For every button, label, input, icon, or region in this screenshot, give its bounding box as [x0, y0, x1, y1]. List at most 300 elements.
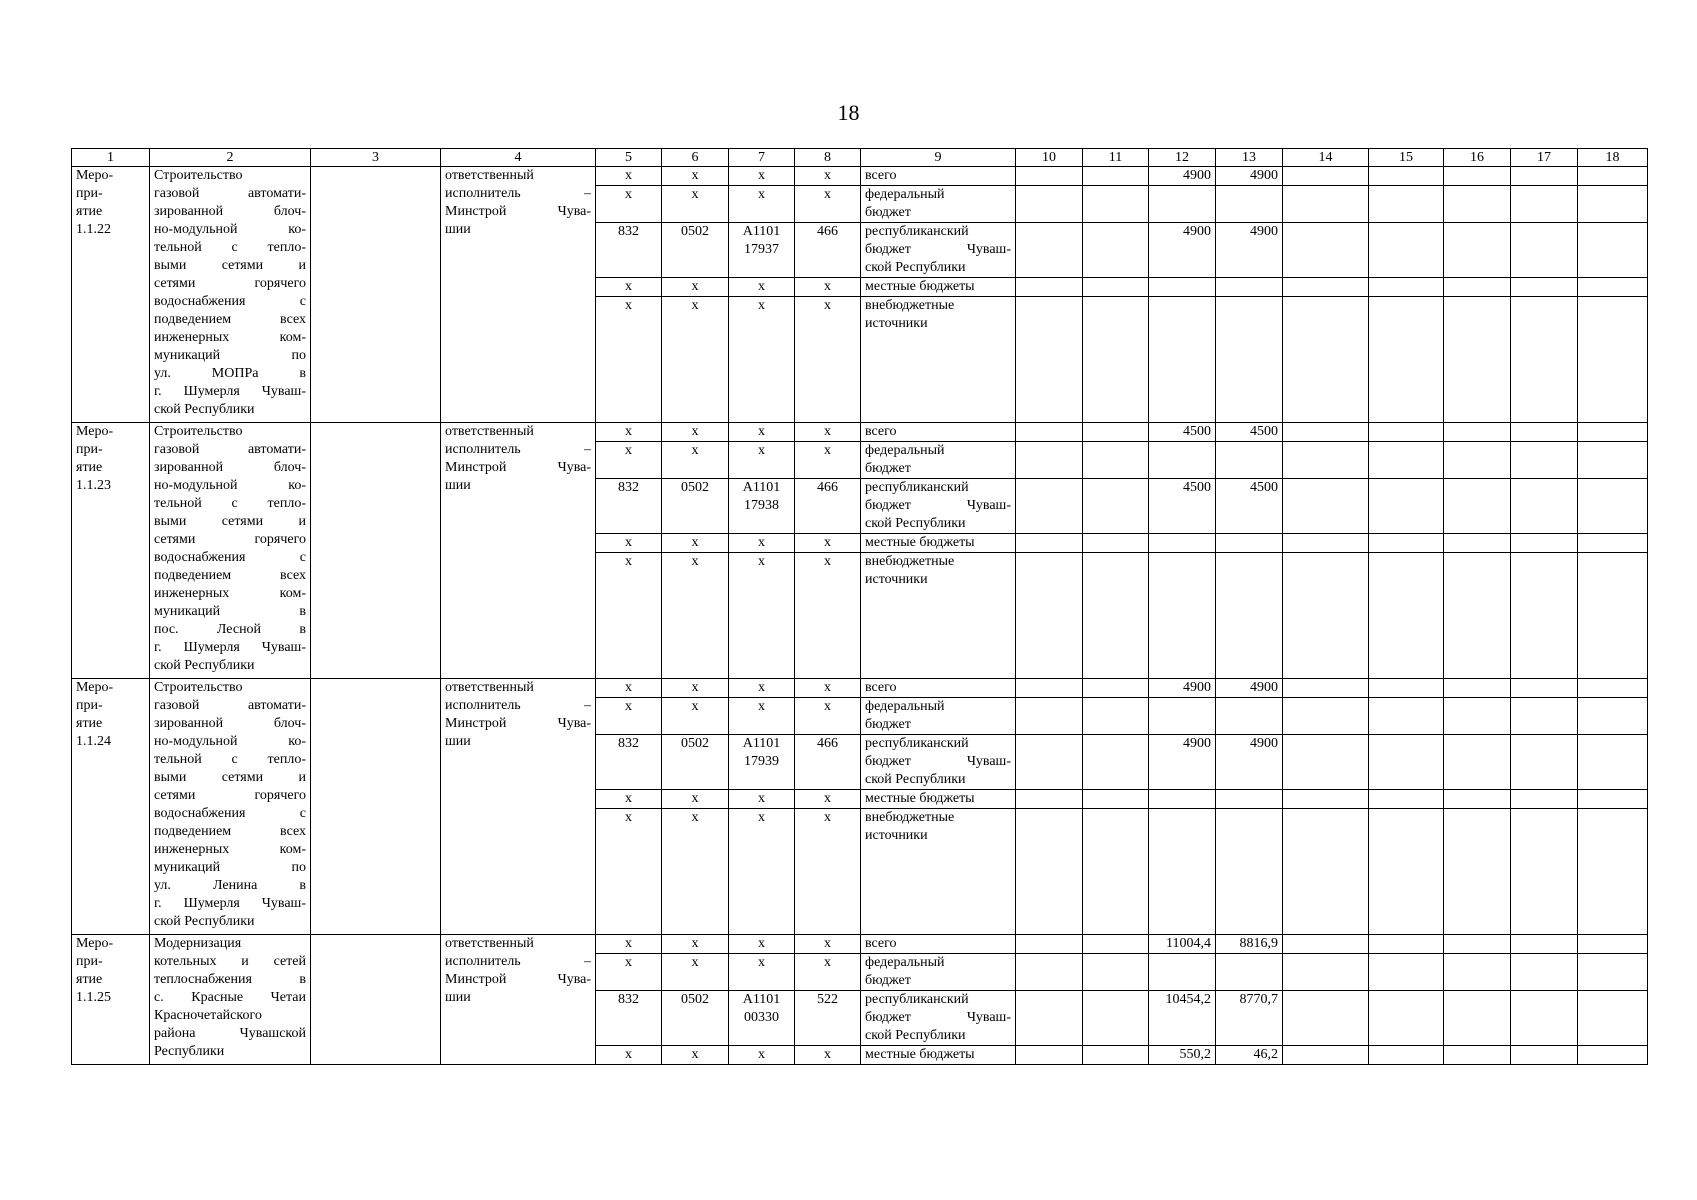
code-target-article-line: 00330	[744, 1010, 779, 1025]
year-cell-10	[1016, 534, 1083, 553]
year-cell-15	[1369, 479, 1444, 534]
funding-source-line: бюджет Чуваш-	[865, 498, 1011, 513]
year-cell-10	[1016, 297, 1083, 423]
year-cell-13	[1216, 698, 1283, 735]
year-cell-16	[1444, 790, 1511, 809]
year-cell-16	[1444, 735, 1511, 790]
activity-id-line: Меро-	[76, 680, 114, 695]
code-expense-type: x	[795, 423, 861, 442]
funding-source-line: всего	[865, 680, 897, 695]
code-section: x	[662, 809, 729, 935]
code-section: x	[662, 534, 729, 553]
code-grbs: x	[596, 809, 662, 935]
column-header-7: 7	[729, 149, 795, 167]
year-cell-16	[1444, 534, 1511, 553]
year-cell-15	[1369, 223, 1444, 278]
code-section: x	[662, 698, 729, 735]
code-section: x	[662, 423, 729, 442]
year-cell-14	[1283, 991, 1369, 1046]
year-cell-16	[1444, 297, 1511, 423]
year-cell-14	[1283, 423, 1369, 442]
code-section: x	[662, 679, 729, 698]
year-cell-12	[1149, 442, 1216, 479]
year-cell-12: 4900	[1149, 679, 1216, 698]
year-cell-13	[1216, 954, 1283, 991]
year-cell-10	[1016, 991, 1083, 1046]
code-expense-type: x	[795, 954, 861, 991]
funding-source-line: ской Республики	[865, 1028, 966, 1043]
activity-name-line: тельной с тепло-	[154, 752, 306, 767]
year-cell-16	[1444, 479, 1511, 534]
year-cell-18	[1578, 297, 1648, 423]
code-target-article	[729, 790, 795, 809]
year-cell-15	[1369, 423, 1444, 442]
year-cell-14	[1283, 278, 1369, 297]
activity-name-line: муникаций по	[154, 860, 306, 875]
activity-name-line: Модернизация	[154, 936, 242, 951]
year-cell-15	[1369, 698, 1444, 735]
year-cell-10	[1016, 479, 1083, 534]
year-cell-11	[1083, 679, 1149, 698]
code-section: x	[662, 167, 729, 186]
year-cell-16	[1444, 278, 1511, 297]
funding-source-line: источники	[865, 572, 928, 587]
year-cell-16	[1444, 1046, 1511, 1065]
funding-source	[861, 223, 1016, 278]
code-target-article	[729, 167, 795, 186]
funding-source-line: местные бюджеты	[865, 279, 975, 294]
code-target-article-line: x	[758, 443, 765, 458]
code-section: x	[662, 954, 729, 991]
code-target-article-line: x	[758, 791, 765, 806]
year-cell-15	[1369, 790, 1444, 809]
code-target-article	[729, 679, 795, 698]
year-cell-12	[1149, 186, 1216, 223]
code-target-article	[729, 809, 795, 935]
activity-name-line: инженерных ком-	[154, 586, 306, 601]
year-cell-10	[1016, 167, 1083, 186]
funding-source	[861, 679, 1016, 698]
responsible-executor	[441, 423, 596, 679]
code-expense-type: 466	[795, 479, 861, 534]
year-cell-14	[1283, 698, 1369, 735]
code-expense-type: x	[795, 167, 861, 186]
code-grbs: x	[596, 297, 662, 423]
activity-id	[72, 935, 150, 1065]
activity-id-line: Меро-	[76, 424, 114, 439]
year-cell-17	[1511, 1046, 1578, 1065]
year-cell-14	[1283, 534, 1369, 553]
year-cell-12: 550,2	[1149, 1046, 1216, 1065]
year-cell-11	[1083, 297, 1149, 423]
funding-source-line: источники	[865, 316, 928, 331]
year-cell-10	[1016, 954, 1083, 991]
activity-id	[72, 679, 150, 935]
responsible-executor-line: исполнитель –	[445, 442, 591, 457]
activity-name-line: сетями горячего	[154, 788, 306, 803]
year-cell-14	[1283, 479, 1369, 534]
year-cell-14	[1283, 1046, 1369, 1065]
funding-source-line: внебюджетные	[865, 554, 955, 569]
responsible-executor	[441, 679, 596, 935]
code-target-article-line: x	[758, 680, 765, 695]
year-cell-18	[1578, 223, 1648, 278]
year-cell-13	[1216, 534, 1283, 553]
year-cell-16	[1444, 935, 1511, 954]
code-target-article-line: x	[758, 279, 765, 294]
year-cell-12: 4500	[1149, 479, 1216, 534]
code-section: x	[662, 297, 729, 423]
activity-id-line: Меро-	[76, 168, 114, 183]
year-cell-14	[1283, 167, 1369, 186]
funding-source-line: республиканский	[865, 992, 969, 1007]
activity-name	[150, 167, 311, 423]
activity-name-line: но-модульной ко-	[154, 734, 306, 749]
year-cell-15	[1369, 186, 1444, 223]
column-3-cell	[311, 935, 441, 1065]
activity-id-line: при-	[76, 442, 103, 457]
year-cell-15	[1369, 534, 1444, 553]
code-grbs: x	[596, 954, 662, 991]
year-cell-15	[1369, 442, 1444, 479]
year-cell-11	[1083, 442, 1149, 479]
year-cell-13	[1216, 186, 1283, 223]
year-cell-18	[1578, 553, 1648, 679]
code-target-article-line: A1101	[742, 480, 781, 495]
activity-id-line: при-	[76, 698, 103, 713]
code-target-article	[729, 278, 795, 297]
year-cell-10	[1016, 186, 1083, 223]
activity-id-line: при-	[76, 186, 103, 201]
activity-name-line: ул. Ленина в	[154, 878, 306, 893]
column-header-15: 15	[1369, 149, 1444, 167]
activity-name-line: ул. МОПРа в	[154, 366, 306, 381]
year-cell-10	[1016, 735, 1083, 790]
activity-name-line: газовой автомати-	[154, 186, 306, 201]
activity-name-line: Строительство	[154, 424, 243, 439]
year-cell-18	[1578, 442, 1648, 479]
year-cell-18	[1578, 167, 1648, 186]
funding-source-line: местные бюджеты	[865, 535, 975, 550]
code-grbs: x	[596, 278, 662, 297]
activity-name-line: но-модульной ко-	[154, 222, 306, 237]
year-cell-13: 4900	[1216, 223, 1283, 278]
code-target-article-line: x	[758, 298, 765, 313]
year-cell-11	[1083, 935, 1149, 954]
code-section: x	[662, 553, 729, 679]
activity-name-line: теплоснабжения в	[154, 972, 306, 987]
funding-source	[861, 735, 1016, 790]
column-header-1: 1	[72, 149, 150, 167]
column-header-4: 4	[441, 149, 596, 167]
column-header-11: 11	[1083, 149, 1149, 167]
year-cell-18	[1578, 809, 1648, 935]
year-cell-10	[1016, 223, 1083, 278]
year-cell-14	[1283, 954, 1369, 991]
code-target-article	[729, 1046, 795, 1065]
code-grbs: x	[596, 553, 662, 679]
code-section: x	[662, 790, 729, 809]
activity-name-line: зированной блоч-	[154, 460, 306, 475]
year-cell-10	[1016, 698, 1083, 735]
code-grbs: x	[596, 423, 662, 442]
activity-name	[150, 423, 311, 679]
activity-name-line: подведением всех	[154, 824, 306, 839]
year-cell-12	[1149, 698, 1216, 735]
code-target-article	[729, 479, 795, 534]
activity-name-line: ской Республики	[154, 658, 255, 673]
funding-source	[861, 1046, 1016, 1065]
funding-source	[861, 954, 1016, 991]
code-target-article-line: x	[758, 936, 765, 951]
code-section: 0502	[662, 479, 729, 534]
year-cell-13	[1216, 553, 1283, 679]
year-cell-13	[1216, 442, 1283, 479]
year-cell-11	[1083, 991, 1149, 1046]
year-cell-18	[1578, 790, 1648, 809]
activity-name-line: с. Красные Четаи	[154, 990, 306, 1005]
code-grbs: 832	[596, 735, 662, 790]
activity-id-line: ятие	[76, 716, 103, 731]
code-target-article-line: x	[758, 168, 765, 183]
year-cell-16	[1444, 167, 1511, 186]
year-cell-10	[1016, 1046, 1083, 1065]
table-row	[72, 167, 1648, 186]
code-grbs: 832	[596, 991, 662, 1046]
activity-name-line: г. Шумерля Чуваш-	[154, 384, 306, 399]
year-cell-17	[1511, 223, 1578, 278]
year-cell-14	[1283, 553, 1369, 679]
year-cell-18	[1578, 423, 1648, 442]
year-cell-15	[1369, 935, 1444, 954]
activity-name-line: водоснабжения с	[154, 294, 306, 309]
funding-source	[861, 186, 1016, 223]
year-cell-17	[1511, 954, 1578, 991]
activity-id-line: Меро-	[76, 936, 114, 951]
column-header-2: 2	[150, 149, 311, 167]
code-target-article	[729, 534, 795, 553]
funding-source-line: ской Республики	[865, 772, 966, 787]
activity-name-line: водоснабжения с	[154, 806, 306, 821]
year-cell-10	[1016, 935, 1083, 954]
code-target-article-line: x	[758, 810, 765, 825]
year-cell-12: 10454,2	[1149, 991, 1216, 1046]
responsible-executor-line: ответственный	[445, 680, 534, 695]
code-target-article-line: x	[758, 955, 765, 970]
responsible-executor-line: шии	[445, 734, 471, 749]
year-cell-17	[1511, 698, 1578, 735]
code-target-article-line: x	[758, 554, 765, 569]
funding-source	[861, 991, 1016, 1046]
funding-source-line: источники	[865, 828, 928, 843]
code-target-article	[729, 991, 795, 1046]
code-section: x	[662, 442, 729, 479]
code-expense-type: x	[795, 1046, 861, 1065]
code-target-article	[729, 698, 795, 735]
activity-name-line: котельных и сетей	[154, 954, 306, 969]
page-number: 18	[837, 100, 860, 125]
year-cell-17	[1511, 167, 1578, 186]
code-grbs: 832	[596, 223, 662, 278]
column-header-17: 17	[1511, 149, 1578, 167]
funding-source	[861, 553, 1016, 679]
code-target-article	[729, 935, 795, 954]
year-cell-14	[1283, 223, 1369, 278]
year-cell-10	[1016, 679, 1083, 698]
year-cell-11	[1083, 223, 1149, 278]
year-cell-18	[1578, 698, 1648, 735]
responsible-executor	[441, 167, 596, 423]
code-section: x	[662, 186, 729, 223]
funding-source-line: бюджет	[865, 973, 911, 988]
activity-name-line: зированной блоч-	[154, 716, 306, 731]
funding-source-line: федеральный	[865, 699, 945, 714]
year-cell-17	[1511, 735, 1578, 790]
column-header-12: 12	[1149, 149, 1216, 167]
year-cell-17	[1511, 679, 1578, 698]
year-cell-17	[1511, 790, 1578, 809]
funding-source-line: бюджет	[865, 461, 911, 476]
year-cell-16	[1444, 442, 1511, 479]
year-cell-11	[1083, 954, 1149, 991]
activity-id-line: 1.1.23	[76, 478, 111, 493]
responsible-executor-line: Минстрой Чува-	[445, 716, 591, 731]
column-header-10: 10	[1016, 149, 1083, 167]
activity-name-line: подведением всех	[154, 568, 306, 583]
code-expense-type: x	[795, 679, 861, 698]
activity-name	[150, 935, 311, 1065]
year-cell-10	[1016, 442, 1083, 479]
year-cell-16	[1444, 186, 1511, 223]
activity-name-line: газовой автомати-	[154, 698, 306, 713]
code-expense-type: x	[795, 935, 861, 954]
year-cell-14	[1283, 679, 1369, 698]
activity-name-line: пос. Лесной в	[154, 622, 306, 637]
code-target-article-line: 17939	[744, 754, 779, 769]
year-cell-15	[1369, 679, 1444, 698]
year-cell-15	[1369, 954, 1444, 991]
code-expense-type: 522	[795, 991, 861, 1046]
responsible-executor-line: шии	[445, 222, 471, 237]
year-cell-13: 4500	[1216, 423, 1283, 442]
funding-source	[861, 278, 1016, 297]
code-expense-type: x	[795, 553, 861, 679]
year-cell-15	[1369, 1046, 1444, 1065]
year-cell-13: 8816,9	[1216, 935, 1283, 954]
table-body	[72, 167, 1648, 1065]
year-cell-16	[1444, 698, 1511, 735]
activity-name-line: муникаций в	[154, 604, 306, 619]
year-cell-11	[1083, 278, 1149, 297]
year-cell-10	[1016, 423, 1083, 442]
column-header-3: 3	[311, 149, 441, 167]
code-section: 0502	[662, 991, 729, 1046]
code-grbs: 832	[596, 479, 662, 534]
year-cell-17	[1511, 423, 1578, 442]
table-row	[72, 679, 1648, 698]
funding-source	[861, 809, 1016, 935]
funding-source-line: всего	[865, 424, 897, 439]
code-expense-type: x	[795, 297, 861, 423]
funding-source	[861, 423, 1016, 442]
year-cell-10	[1016, 790, 1083, 809]
year-cell-17	[1511, 479, 1578, 534]
year-cell-18	[1578, 679, 1648, 698]
year-cell-18	[1578, 991, 1648, 1046]
activity-name-line: Строительство	[154, 680, 243, 695]
year-cell-18	[1578, 534, 1648, 553]
activity-name-line: зированной блоч-	[154, 204, 306, 219]
code-grbs: x	[596, 1046, 662, 1065]
activity-id-line: ятие	[76, 972, 103, 987]
year-cell-11	[1083, 553, 1149, 679]
responsible-executor-line: ответственный	[445, 424, 534, 439]
funding-source-line: бюджет	[865, 717, 911, 732]
column-3-cell	[311, 423, 441, 679]
activity-name-line: Республики	[154, 1044, 225, 1059]
year-cell-18	[1578, 1046, 1648, 1065]
year-cell-12	[1149, 278, 1216, 297]
year-cell-16	[1444, 553, 1511, 679]
year-cell-13: 4900	[1216, 167, 1283, 186]
code-grbs: x	[596, 534, 662, 553]
year-cell-10	[1016, 809, 1083, 935]
year-cell-17	[1511, 991, 1578, 1046]
year-cell-11	[1083, 186, 1149, 223]
code-expense-type: x	[795, 278, 861, 297]
year-cell-14	[1283, 935, 1369, 954]
code-grbs: x	[596, 167, 662, 186]
funding-source-line: бюджет Чуваш-	[865, 242, 1011, 257]
responsible-executor-line: Минстрой Чува-	[445, 204, 591, 219]
activity-name-line: тельной с тепло-	[154, 496, 306, 511]
funding-source-line: местные бюджеты	[865, 1047, 975, 1062]
code-section: x	[662, 278, 729, 297]
year-cell-12	[1149, 553, 1216, 679]
funding-source-line: федеральный	[865, 443, 945, 458]
year-cell-14	[1283, 735, 1369, 790]
responsible-executor	[441, 935, 596, 1065]
column-header-8: 8	[795, 149, 861, 167]
year-cell-14	[1283, 186, 1369, 223]
activity-name-line: выми сетями и	[154, 514, 306, 529]
activity-id-line: ятие	[76, 460, 103, 475]
year-cell-18	[1578, 186, 1648, 223]
funding-source-line: внебюджетные	[865, 810, 955, 825]
activity-name-line: но-модульной ко-	[154, 478, 306, 493]
code-expense-type: x	[795, 698, 861, 735]
activity-name-line: Красночетайского	[154, 1008, 262, 1023]
year-cell-11	[1083, 534, 1149, 553]
table-header	[72, 149, 1648, 167]
funding-source-line: федеральный	[865, 187, 945, 202]
funding-source	[861, 935, 1016, 954]
funding-source-line: внебюджетные	[865, 298, 955, 313]
year-cell-15	[1369, 278, 1444, 297]
code-section: 0502	[662, 735, 729, 790]
code-target-article-line: A1101	[742, 736, 781, 751]
year-cell-12	[1149, 297, 1216, 423]
code-section: 0502	[662, 223, 729, 278]
year-cell-12	[1149, 809, 1216, 935]
activity-id-line: 1.1.24	[76, 734, 111, 749]
code-expense-type: 466	[795, 735, 861, 790]
responsible-executor-line: шии	[445, 990, 471, 1005]
activity-name-line: инженерных ком-	[154, 842, 306, 857]
activity-name-line: г. Шумерля Чуваш-	[154, 896, 306, 911]
year-cell-13	[1216, 790, 1283, 809]
year-cell-18	[1578, 479, 1648, 534]
